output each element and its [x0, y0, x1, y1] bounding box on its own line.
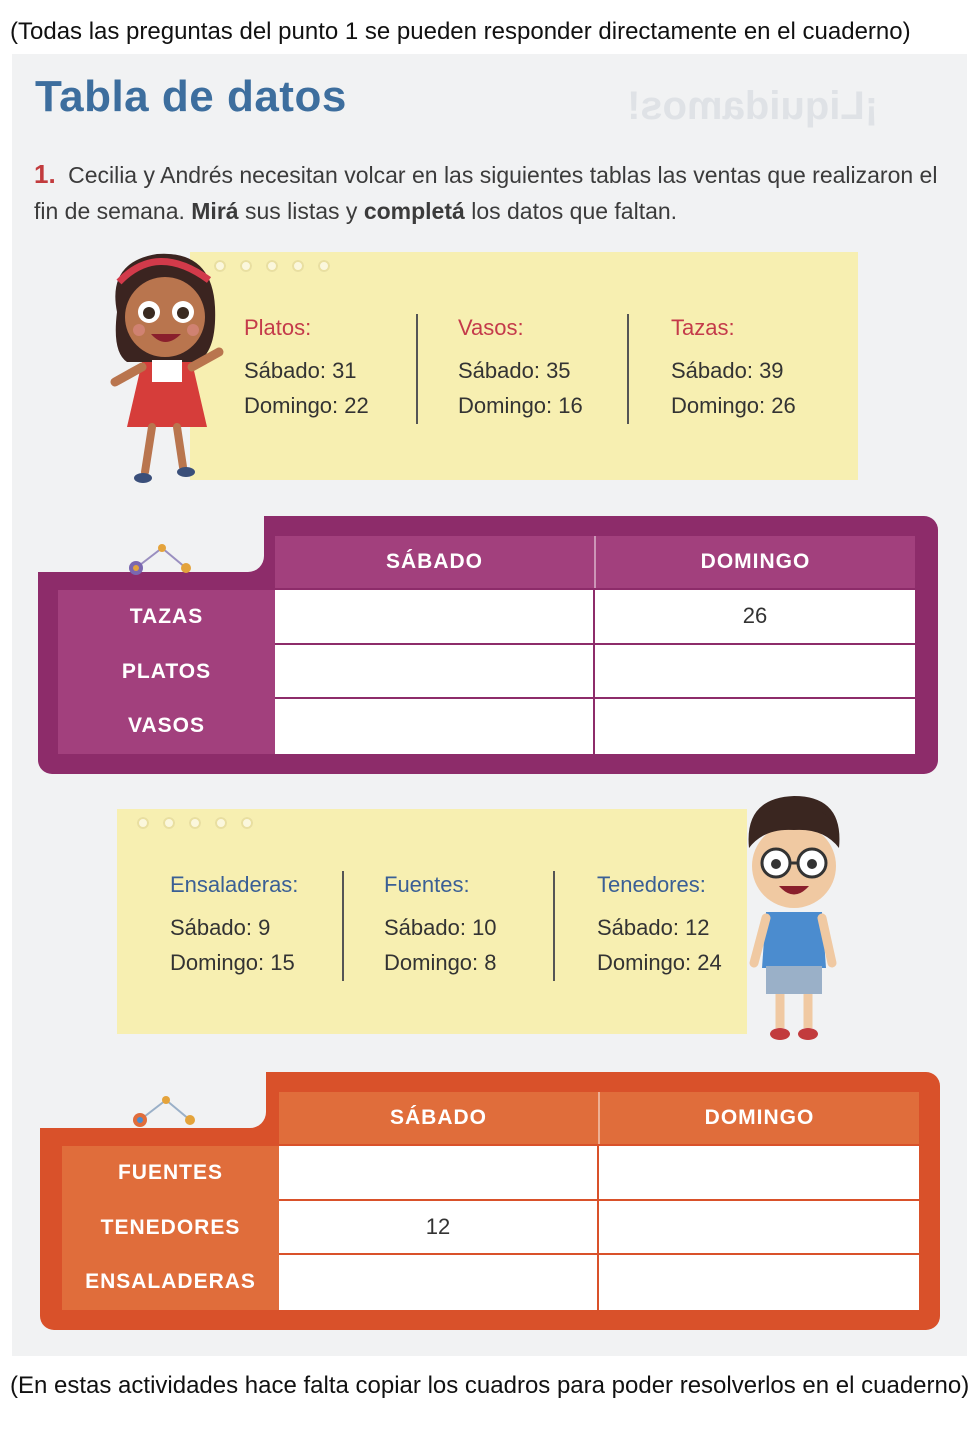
cell-fuentes-sabado[interactable]	[279, 1146, 599, 1201]
cell-tazas-sabado[interactable]	[275, 590, 595, 645]
molecule-ornament	[126, 538, 206, 578]
cell-vasos-domingo[interactable]	[595, 699, 915, 754]
cell-tenedores-sabado[interactable]: 12	[279, 1201, 599, 1256]
cell-platos-sabado[interactable]	[275, 645, 595, 700]
row-label-ensaladeras: ENSALADERAS	[85, 1270, 256, 1294]
sales-table-2	[40, 1072, 940, 1330]
bottom-instruction-note: (En estas actividades hace falta copiar los cuadros para poder resolverlos en el cuaderno)	[10, 1372, 970, 1399]
table-1-cells	[275, 590, 915, 754]
list-ensaladeras: Ensaladeras: Sábado: 9 Domingo: 15	[170, 872, 299, 975]
table-2-header	[279, 1092, 919, 1144]
molecule-ornament	[130, 1090, 210, 1130]
list-fuentes: Fuentes: Sábado: 10 Domingo: 8	[384, 872, 497, 975]
col-header-sabado: SÁBADO	[389, 1106, 487, 1129]
sales-note-andres	[117, 809, 747, 1034]
row-label-platos: PLATOS	[121, 659, 212, 683]
question-number: 1.	[34, 159, 56, 189]
note-binding-holes	[137, 817, 253, 829]
cell-tazas-domingo[interactable]: 26	[595, 590, 915, 645]
list-platos: Platos: Sábado: 31 Domingo: 22	[244, 315, 369, 418]
table-1-header	[275, 536, 915, 588]
list-tazas: Tazas: Sábado: 39 Domingo: 26	[671, 315, 796, 418]
boy-illustration	[734, 788, 854, 1048]
cell-ensaladeras-domingo[interactable]	[599, 1255, 919, 1310]
row-label-tazas: TAZAS	[129, 605, 204, 629]
table-2-row-labels	[62, 1146, 279, 1310]
sales-table-1	[38, 516, 938, 774]
cell-vasos-sabado[interactable]	[275, 699, 595, 754]
cell-fuentes-domingo[interactable]	[599, 1146, 919, 1201]
girl-illustration	[97, 242, 232, 492]
col-header-sabado: SÁBADO	[385, 550, 483, 573]
list-tenedores: Tenedores: Sábado: 12 Domingo: 24	[597, 872, 722, 975]
textbook-page	[12, 54, 967, 1356]
cell-platos-domingo[interactable]	[595, 645, 915, 700]
list-vasos: Vasos: Sábado: 35 Domingo: 16	[458, 315, 583, 418]
top-instruction-note: (Todas las preguntas del punto 1 se pueden responder directamente en el cuaderno)	[10, 18, 911, 45]
question-text: 1. Cecilia y Andrés necesitan volcar en las siguientes tablas las ventas que realizaron el fin de semana. Mirá sus listas y completá los datos que faltan.	[34, 159, 938, 224]
row-label-fuentes: FUENTES	[117, 1161, 223, 1185]
table-2-cells	[279, 1146, 919, 1310]
sales-note-cecilia	[190, 252, 858, 480]
col-header-domingo: DOMINGO	[598, 1092, 919, 1144]
bleed-through-text: ¡Liquidamos!	[627, 84, 879, 128]
row-label-tenedores: TENEDORES	[100, 1215, 241, 1239]
row-label-vasos: VASOS	[128, 714, 205, 738]
table-1-row-labels	[58, 590, 275, 754]
cell-ensaladeras-sabado[interactable]	[279, 1255, 599, 1310]
col-header-domingo: DOMINGO	[594, 536, 915, 588]
page-title: Tabla de datos	[35, 72, 347, 121]
cell-tenedores-domingo[interactable]	[599, 1201, 919, 1256]
